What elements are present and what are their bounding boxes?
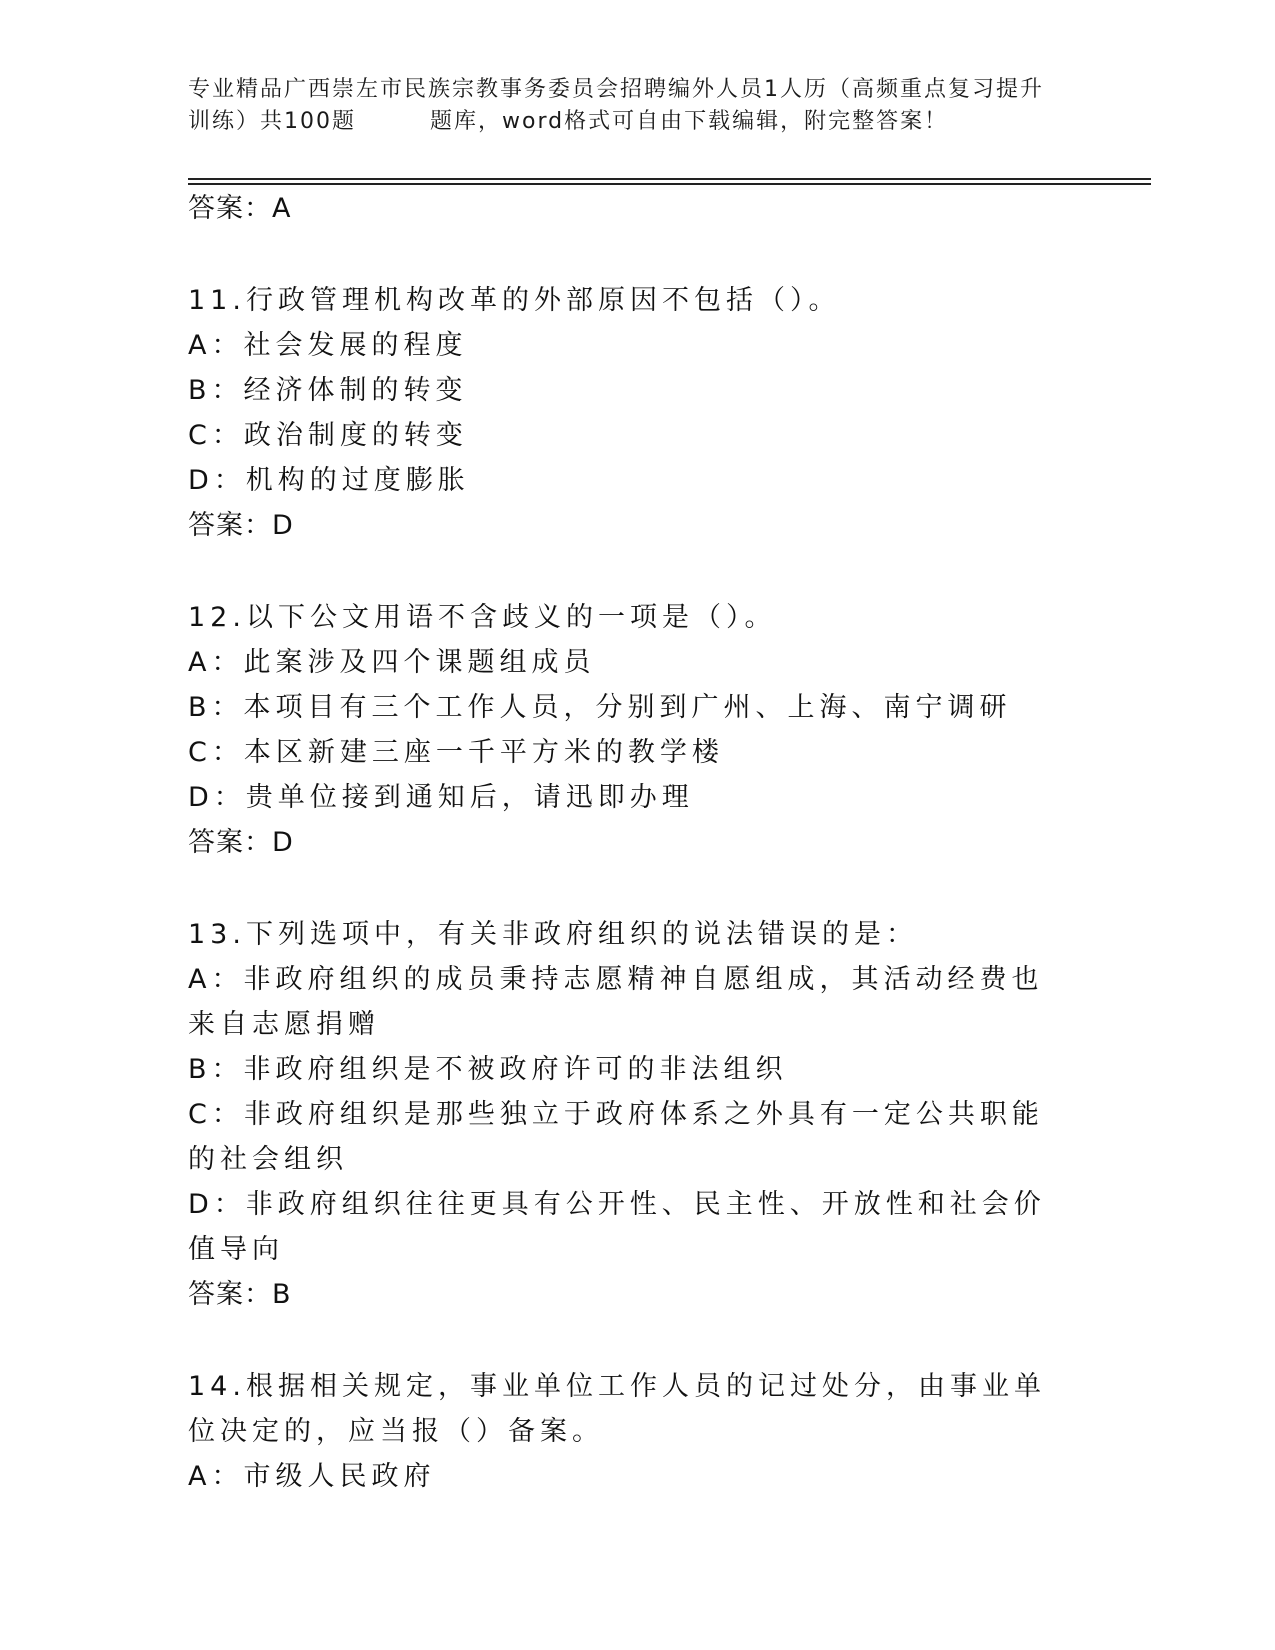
option-b: B：经济体制的转变 — [188, 375, 468, 406]
option-c: C：非政府组织是那些独立于政府体系之外具有一定公共职能的社会组织 — [188, 1099, 1044, 1175]
question-stem: 13.下列选项中，有关非政府组织的说法错误的是： — [188, 919, 918, 950]
question-stem: 11.行政管理机构改革的外部原因不包括（）。 — [188, 285, 841, 316]
document-header — [188, 74, 1088, 138]
option-b: B：本项目有三个工作人员，分别到广州、上海、南宁调研 — [188, 692, 1012, 723]
header-title-line2-right: 题库，word格式可自由下载编辑，附完整答案！ — [430, 109, 949, 134]
answer-line: 答案：D — [188, 510, 294, 541]
question-11 — [188, 278, 1088, 549]
header-divider — [188, 178, 1151, 180]
option-d: D：非政府组织往往更具有公开性、民主性、开放性和社会价值导向 — [188, 1189, 1046, 1265]
option-c: C：本区新建三座一千平方米的教学楼 — [188, 737, 724, 768]
header-title-line2 — [188, 106, 1088, 138]
question-stem: 14.根据相关规定，事业单位工作人员的记过处分，由事业单位决定的，应当报（）备案。 — [188, 1371, 1046, 1447]
option-d: D：机构的过度膨胀 — [188, 465, 470, 496]
header-title-line2-left: 训练）共100题 — [188, 109, 356, 134]
option-a: A：市级人民政府 — [188, 1461, 436, 1492]
option-d: D：贵单位接到通知后，请迅即办理 — [188, 782, 694, 813]
option-b: B：非政府组织是不被政府许可的非法组织 — [188, 1054, 788, 1085]
question-13 — [188, 912, 1088, 1318]
header-title-line1: 专业精品广西崇左市民族宗教事务委员会招聘编外人员1人历（高频重点复习提升 — [188, 77, 1044, 102]
option-c: C：政治制度的转变 — [188, 420, 468, 451]
option-a: A：非政府组织的成员秉持志愿精神自愿组成，其活动经费也来自志愿捐赠 — [188, 964, 1044, 1040]
option-a: A：此案涉及四个课题组成员 — [188, 647, 596, 678]
option-a: A：社会发展的程度 — [188, 330, 468, 361]
question-12 — [188, 595, 1088, 866]
question-list — [188, 186, 1088, 1499]
question-14 — [188, 1364, 1088, 1499]
answer-line: 答案：D — [188, 827, 294, 858]
question-stem: 12.以下公文用语不含歧义的一项是（）。 — [188, 602, 777, 633]
answer-line: 答案：A — [188, 193, 292, 224]
header-divider-second — [188, 183, 1151, 185]
answer-line: 答案：B — [188, 1279, 292, 1310]
